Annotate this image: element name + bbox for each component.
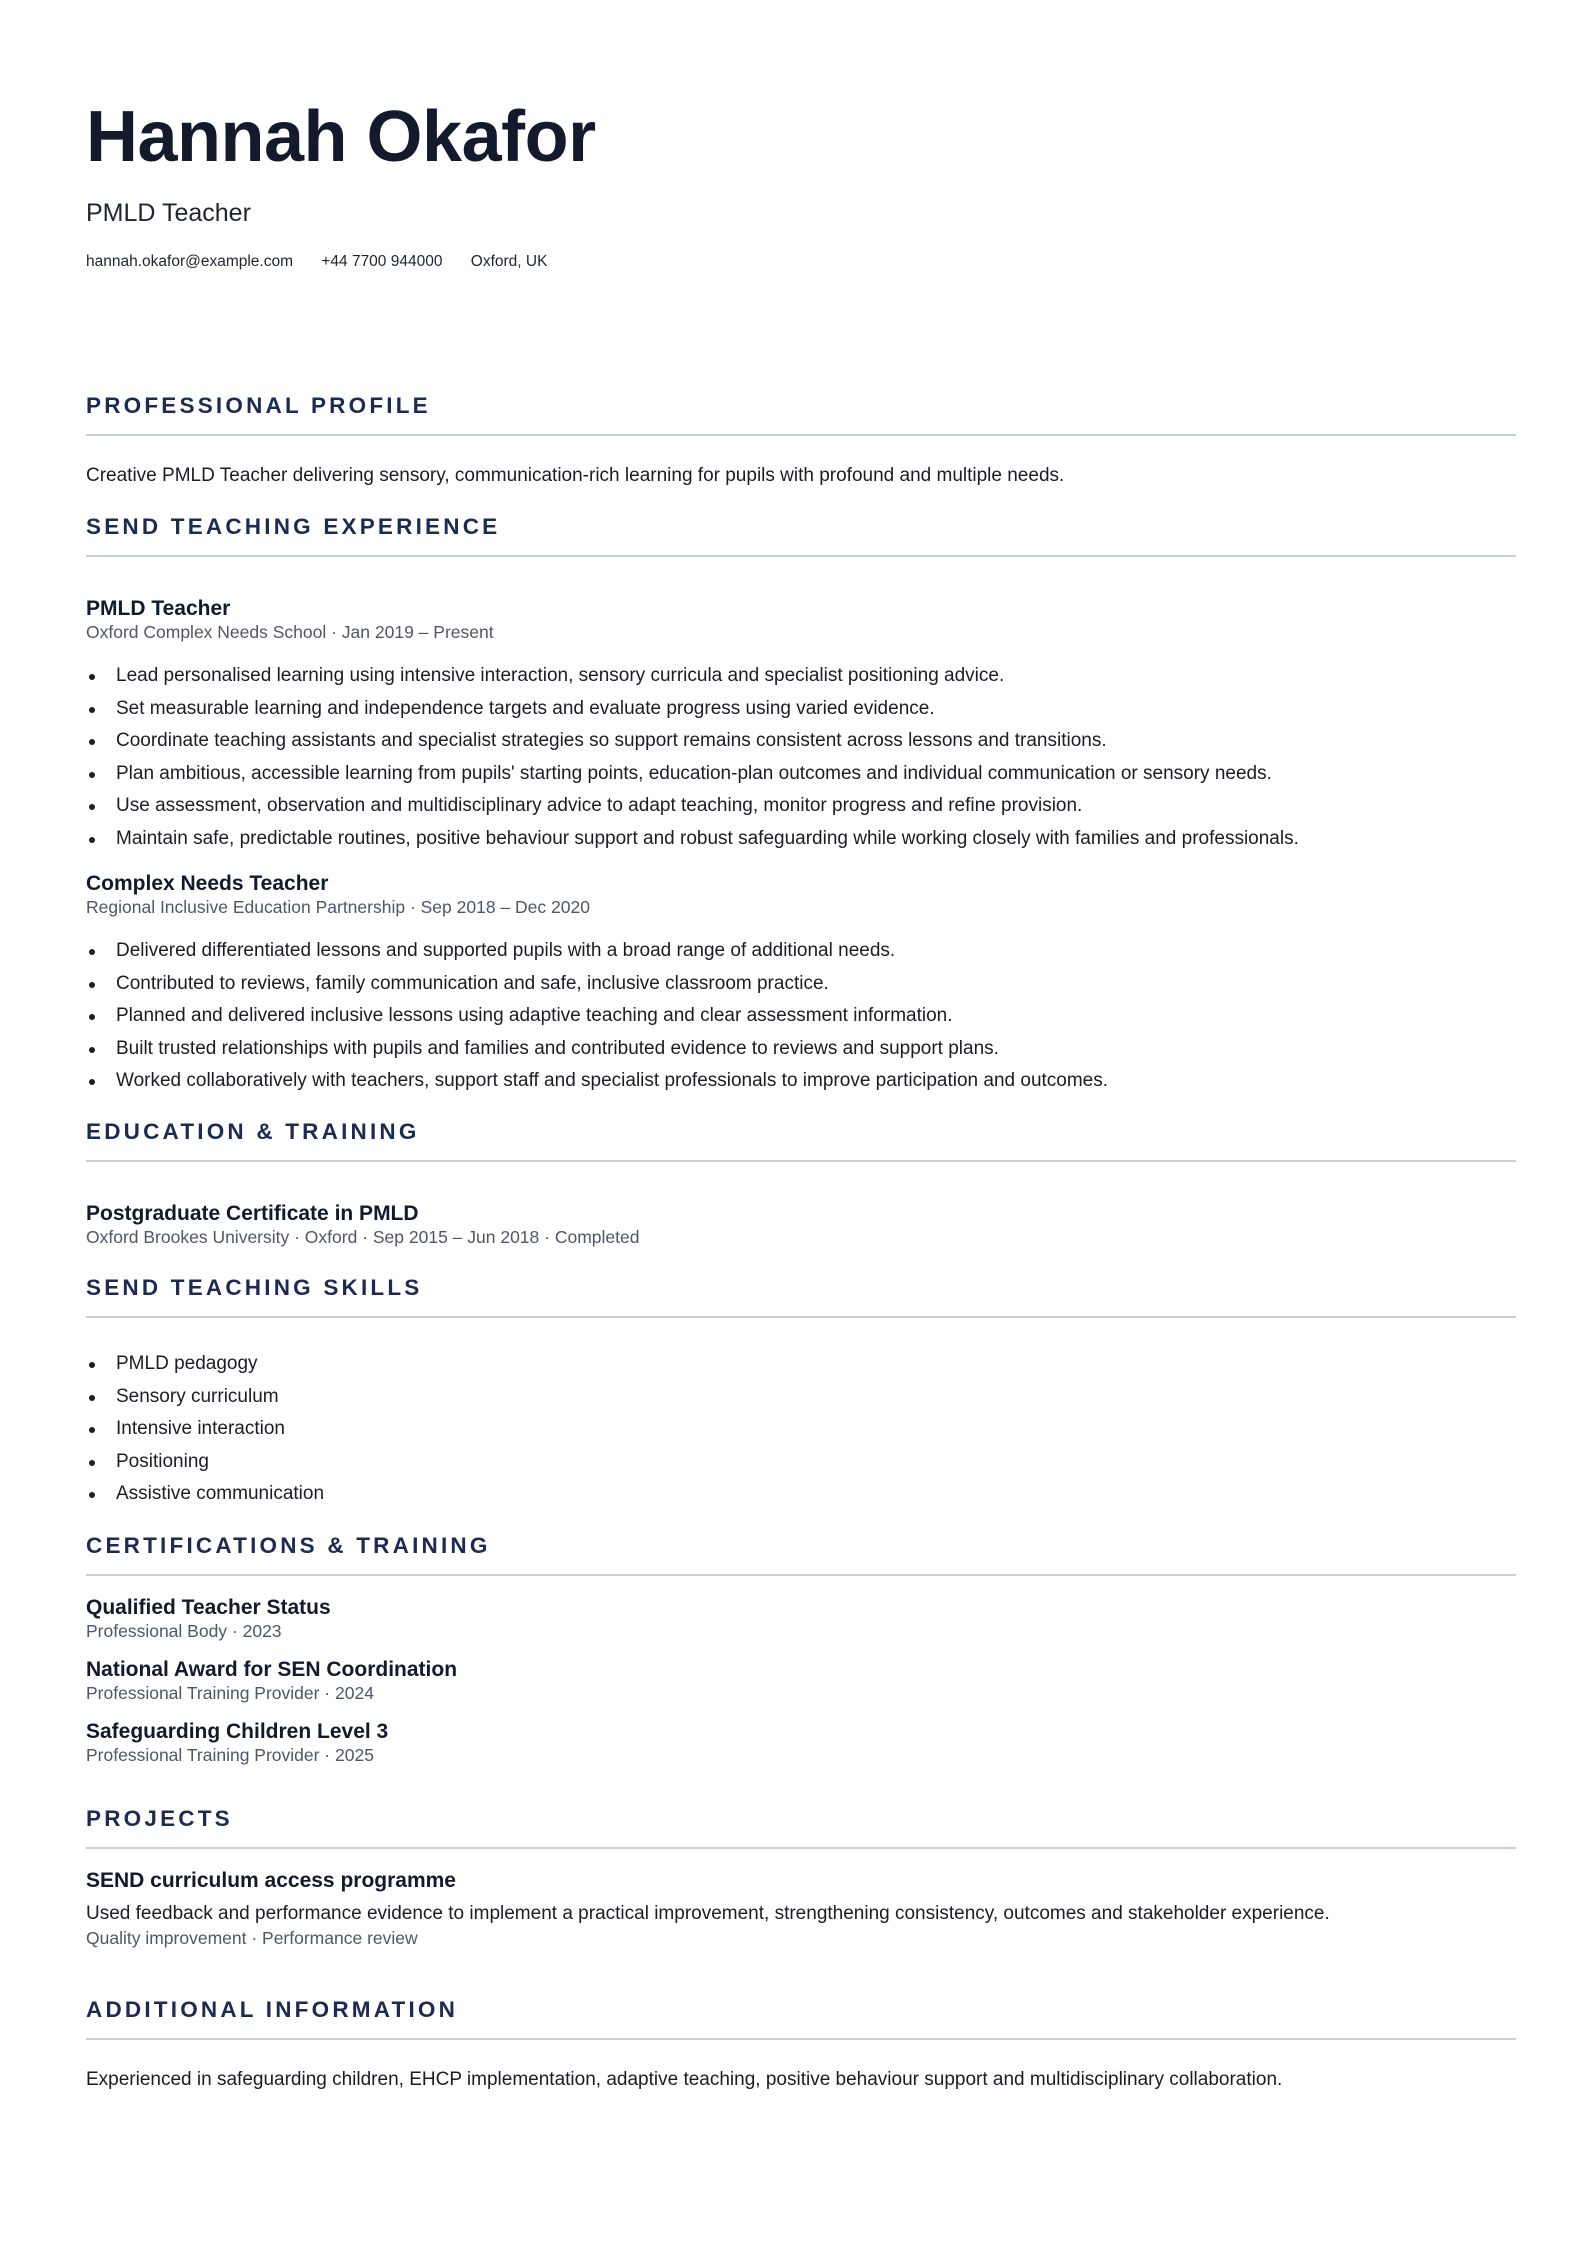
skill-item: Intensive interaction: [86, 1413, 1516, 1446]
section-divider: [86, 1160, 1516, 1162]
job-bullet: Planned and delivered inclusive lessons using adaptive teaching and clear assessment information.: [86, 1000, 1516, 1033]
additional-text: Experienced in safeguarding children, EHCP implementation, adaptive teaching, positive behaviour support and multidisciplinary collaboration.: [86, 2069, 1283, 2090]
job-bullet: Maintain safe, predictable routines, positive behaviour support and robust safeguarding while working closely with families and professionals.: [86, 823, 1516, 856]
job-title: Complex Needs Teacher: [86, 872, 329, 895]
project-tags: Quality improvement · Performance review: [86, 1928, 418, 1948]
certification-entry: [86, 1720, 1516, 1765]
education-title: Postgraduate Certificate in PMLD: [86, 1202, 419, 1225]
education-meta: Oxford Brookes University · Oxford · Sep 2015 – Jun 2018 · Completed: [86, 1227, 640, 1247]
resume-header: [86, 92, 1516, 272]
section-experience: [86, 513, 1516, 1098]
section-heading: PROFESSIONAL PROFILE: [86, 393, 431, 418]
job-bullet: Delivered differentiated lessons and supported pupils with a broad range of additional needs.: [86, 935, 1516, 968]
job-bullet: Use assessment, observation and multidisciplinary advice to adapt teaching, monitor progress and refine provision.: [86, 790, 1516, 823]
job-bullet: Built trusted relationships with pupils and families and contributed evidence to reviews and support plans.: [86, 1033, 1516, 1066]
job-bullets: [86, 935, 1516, 1098]
section-profile: [86, 392, 1516, 488]
section-divider: [86, 1847, 1516, 1849]
certification-meta: Professional Training Provider · 2025: [86, 1745, 374, 1765]
job-bullet: Plan ambitious, accessible learning from pupils' starting points, education-plan outcomes and individual communication or sensory needs.: [86, 758, 1516, 791]
section-divider: [86, 1316, 1516, 1318]
job-entry: [86, 872, 1516, 1098]
section-heading: SEND TEACHING EXPERIENCE: [86, 514, 501, 539]
section-certifications: [86, 1532, 1516, 1765]
section-heading: PROJECTS: [86, 1806, 233, 1831]
section-divider: [86, 434, 1516, 436]
section-divider: [86, 1574, 1516, 1576]
project-description: Used feedback and performance evidence to implement a practical improvement, strengthening consistency, outcomes and stakeholder experience.: [86, 1903, 1330, 1924]
candidate-name: Hannah Okafor: [86, 97, 596, 177]
certification-title: National Award for SEN Coordination: [86, 1658, 458, 1681]
skill-item: Assistive communication: [86, 1478, 1516, 1511]
section-divider: [86, 555, 1516, 557]
job-bullets: [86, 660, 1516, 855]
project-title: SEND curriculum access programme: [86, 1869, 456, 1892]
contact-email[interactable]: hannah.okafor@example.com: [86, 253, 294, 270]
job-meta: Oxford Complex Needs School · Jan 2019 – Present: [86, 622, 494, 642]
job-bullet: Set measurable learning and independence targets and evaluate progress using varied evidence.: [86, 693, 1516, 726]
section-heading: SEND TEACHING SKILLS: [86, 1275, 423, 1300]
certification-meta: Professional Training Provider · 2024: [86, 1683, 374, 1703]
certification-title: Safeguarding Children Level 3: [86, 1720, 389, 1743]
job-meta: Regional Inclusive Education Partnership · Sep 2018 – Dec 2020: [86, 897, 590, 917]
section-additional: [86, 1996, 1516, 2092]
job-entry: [86, 597, 1516, 855]
section-heading: EDUCATION & TRAINING: [86, 1119, 420, 1144]
education-entry: [86, 1202, 1516, 1247]
job-bullet: Coordinate teaching assistants and specialist strategies so support remains consistent across lessons and transitions.: [86, 725, 1516, 758]
certification-entry: [86, 1658, 1516, 1703]
job-bullet: Contributed to reviews, family communication and safe, inclusive classroom practice.: [86, 968, 1516, 1001]
section-skills: [86, 1274, 1516, 1511]
job-bullet: Lead personalised learning using intensive interaction, sensory curricula and specialist positioning advice.: [86, 660, 1516, 693]
section-education: [86, 1118, 1516, 1247]
profile-summary: Creative PMLD Teacher delivering sensory, communication-rich learning for pupils with profound and multiple needs.: [86, 465, 1065, 486]
contact-phone[interactable]: +44 7700 944000: [321, 253, 443, 270]
certification-title: Qualified Teacher Status: [86, 1596, 331, 1619]
job-bullet: Worked collaboratively with teachers, support staff and specialist professionals to improve participation and outcomes.: [86, 1065, 1516, 1098]
certification-meta: Professional Body · 2023: [86, 1621, 282, 1641]
skill-item: Sensory curriculum: [86, 1381, 1516, 1414]
contact-location: Oxford, UK: [470, 253, 548, 270]
section-projects: [86, 1805, 1516, 1948]
skills-list: [86, 1348, 1516, 1511]
project-entry: [86, 1869, 1516, 1948]
job-title: PMLD Teacher: [86, 597, 231, 620]
skill-item: Positioning: [86, 1446, 1516, 1479]
section-heading: CERTIFICATIONS & TRAINING: [86, 1533, 491, 1558]
certification-entry: [86, 1596, 1516, 1641]
skill-item: PMLD pedagogy: [86, 1348, 1516, 1381]
contact-line: [86, 252, 1516, 272]
candidate-title: PMLD Teacher: [86, 199, 251, 227]
section-heading: ADDITIONAL INFORMATION: [86, 1997, 459, 2022]
section-divider: [86, 2038, 1516, 2040]
